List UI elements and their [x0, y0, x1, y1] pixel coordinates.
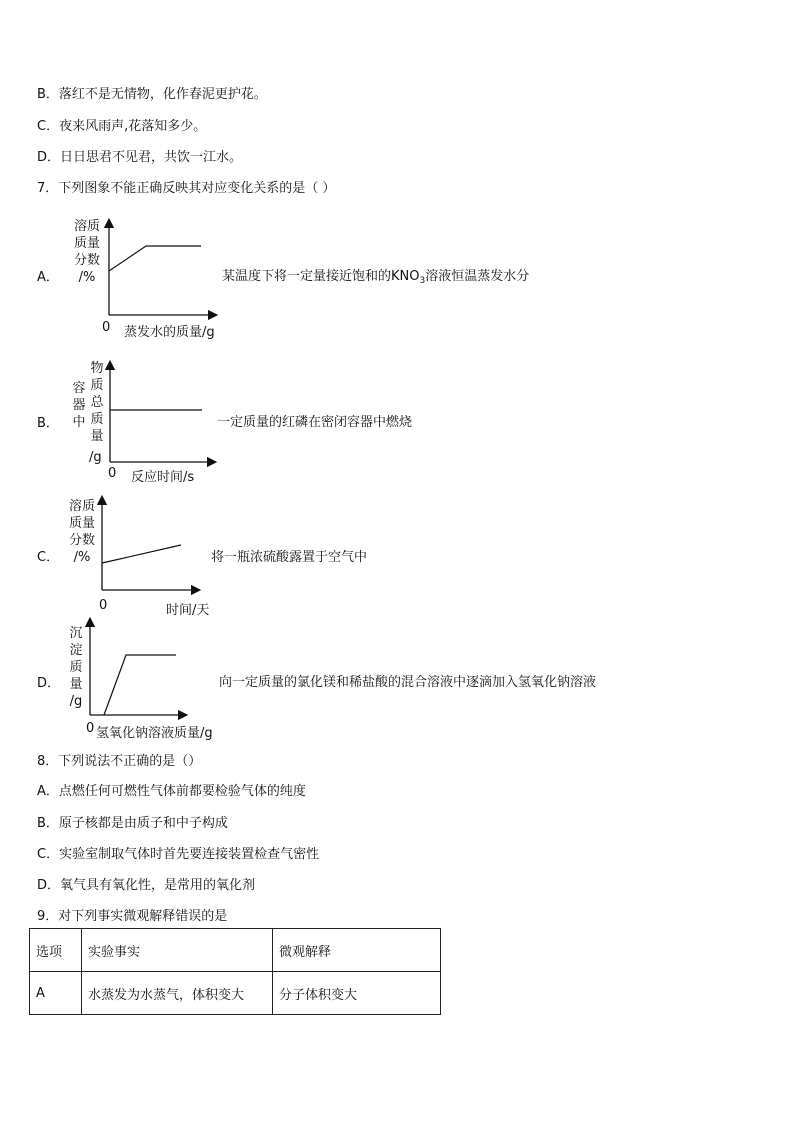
graph-a-option: A．	[37, 270, 59, 285]
table-cell: 分子体积变大	[273, 972, 441, 1015]
graph-a-ylabel: 溶质 质量 分数 /%	[73, 219, 100, 285]
graph-c-ylabel: 溶质 质量 分数 /%	[68, 499, 95, 565]
table-header-row	[30, 929, 441, 972]
graph-d-origin: 0	[86, 721, 95, 736]
graph-b-origin: 0	[108, 466, 117, 481]
question-7: 7．下列图象不能正确反映其对应变化关系的是（ ）	[37, 181, 336, 196]
graph-d-description: 向一定质量的氯化镁和稀盐酸的混合溶液中逐滴加入氢氧化钠溶液	[219, 675, 597, 690]
question-9: 9．对下列事实微观解释错误的是	[37, 909, 228, 924]
table-header-cell: 实验事实	[82, 929, 273, 972]
option-c-text: C．夜来风雨声,花落知多少。	[37, 119, 207, 134]
graph-b-ylabel-left: 容 器 中	[72, 381, 86, 430]
table-header-cell: 微观解释	[273, 929, 441, 972]
graph-c-description: 将一瓶浓硫酸露置于空气中	[211, 550, 368, 565]
graph-b	[110, 365, 212, 462]
table-row	[30, 972, 441, 1015]
graph-c-xlabel: 时间/天	[166, 603, 210, 618]
table-cell: A	[30, 972, 82, 1015]
graph-b-ylabel-unit: /g	[89, 450, 102, 465]
graph-a	[109, 223, 213, 315]
graph-d-ylabel: 沉 淀 质 量 /g	[69, 626, 83, 709]
graph-c-origin: 0	[99, 598, 108, 613]
question-8-option-a: A．点燃任何可燃性气体前都要检验气体的纯度	[37, 784, 306, 799]
graph-b-xlabel: 反应时间/s	[131, 470, 195, 485]
graph-b-description: 一定质量的红磷在密闭容器中燃烧	[217, 415, 413, 430]
question-8: 8．下列说法不正确的是（）	[37, 754, 202, 769]
graph-a-origin: 0	[102, 320, 111, 335]
question-8-option-c: C．实验室制取气体时首先要连接装置检查气密性	[37, 847, 320, 862]
table-cell: 水蒸发为水蒸气，体积变大	[82, 972, 273, 1015]
graph-d-option: D．	[37, 676, 61, 691]
table-header-cell: 选项	[30, 929, 82, 972]
graph-a-description: 某温度下将一定量接近饱和的$KNO_3$溶液恒温蒸发水分	[222, 269, 530, 286]
graph-b-option: B．	[37, 416, 59, 431]
graph-c	[102, 500, 196, 590]
graph-b-ylabel-right: 物 质 总 质 量	[90, 361, 104, 444]
question-8-option-d: D．氧气具有氧化性，是常用的氧化剂	[37, 878, 256, 893]
question-9-table	[29, 928, 441, 1015]
graph-a-xlabel: 蒸发水的质量/g	[124, 325, 215, 340]
graph-d-xlabel: 氢氧化钠溶液质量/g	[96, 726, 213, 741]
question-8-option-b: B．原子核都是由质子和中子构成	[37, 816, 228, 831]
graph-d	[90, 622, 183, 715]
option-d-text: D．日日思君不见君，共饮一江水。	[37, 150, 243, 165]
option-b-text: B．落红不是无情物，化作春泥更护花。	[37, 87, 267, 102]
graph-c-option: C．	[37, 550, 60, 565]
